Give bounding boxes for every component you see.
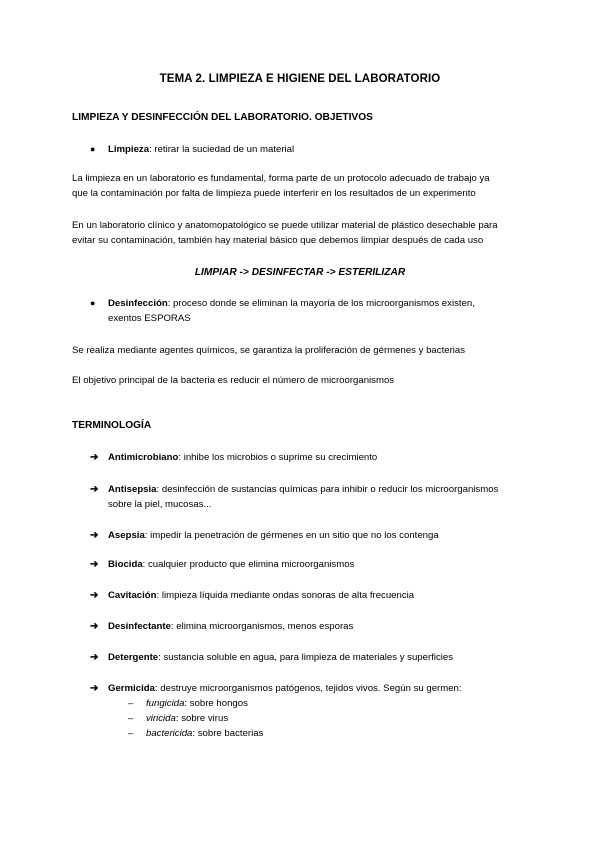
arrow-right-icon: ➔: [90, 530, 99, 541]
term-name: Germicida: [108, 683, 155, 694]
definition-desinfeccion: : proceso donde se eliminan la mayoría de los microorganismos existen,: [167, 298, 475, 309]
term-item-antimicrobiano: [90, 450, 530, 465]
term-name: Detergente: [108, 652, 159, 663]
term-definition-cont: sobre la piel, mucosas...: [108, 499, 212, 510]
paragraph-agentes-quimicos: Se realiza mediante agentes químicos, se garantiza la proliferación de gérmenes y bacterias: [72, 345, 466, 356]
dash-icon: –: [128, 713, 134, 724]
subitem-bactericida: [128, 726, 508, 741]
definition-limpieza: : retirar la suciedad de un material: [149, 144, 295, 155]
arrow-right-icon: ➔: [90, 590, 99, 601]
term-definition: : limpieza líquida mediante ondas sonoras de alta frecuencia: [156, 590, 415, 601]
term-name: Antisepsia: [108, 484, 157, 495]
subitem-term: viricida: [146, 713, 176, 724]
paragraph-line: evitar su contaminación, también hay material básico que debemos limpiar después de cada uso: [72, 235, 484, 246]
arrow-right-icon: ➔: [90, 484, 99, 495]
term-definition: : inhibe los microbios o suprime su crecimiento: [178, 452, 378, 463]
bullet-limpieza: [90, 142, 530, 157]
subitem-definition: : sobre bacterias: [192, 728, 264, 739]
dash-icon: –: [128, 698, 134, 709]
dash-icon: –: [128, 728, 134, 739]
term-definition: : elimina microorganismos, menos esporas: [170, 621, 354, 632]
document-title: TEMA 2. LIMPIEZA E HIGIENE DEL LABORATORIO: [159, 73, 441, 85]
paragraph-objetivo: El objetivo principal de la bacteria es reducir el número de microorganismos: [72, 375, 395, 386]
section-heading-limpieza: LIMPIEZA Y DESINFECCIÓN DEL LABORATORIO. OBJETIVOS: [72, 112, 373, 123]
arrow-right-icon: ➔: [90, 559, 99, 570]
term-desinfeccion: Desinfección: [108, 298, 168, 309]
arrow-right-icon: ➔: [90, 683, 99, 694]
subitem-term: bactericida: [146, 728, 193, 739]
term-name: Cavitación: [108, 590, 157, 601]
paragraph-line: La limpieza en un laboratorio es fundamental, forma parte de un protocolo adecuado de trabajo ya: [72, 173, 490, 184]
term-item-cavitacion: [90, 588, 530, 603]
subitem-fungicida: [128, 696, 508, 711]
term-item-detergente: [90, 650, 530, 665]
arrow-right-icon: ➔: [90, 452, 99, 463]
term-item-biocida: [90, 557, 530, 572]
term-name: Antimicrobiano: [108, 452, 179, 463]
term-definition: : sustancia soluble en agua, para limpieza de materiales y superficies: [158, 652, 454, 663]
paragraph-line: que la contaminación por falta de limpieza puede interferir en los resultados de un experimento: [72, 188, 476, 199]
definition-desinfeccion-cont: exentos ESPORAS: [108, 313, 191, 324]
term-definition: : destruye microorganismos patógenos, tejidos vivos. Según su germen:: [154, 683, 462, 694]
bullet-dot-icon: ●: [90, 144, 96, 154]
term-name: Desinfectante: [108, 621, 171, 632]
subitem-definition: : sobre hongos: [184, 698, 248, 709]
term-name: Biocida: [108, 559, 143, 570]
term-name: Asepsia: [108, 530, 145, 541]
term-definition: : desinfección de sustancias químicas para inhibir o reducir los microorganismos: [156, 484, 499, 495]
paragraph-laboratorio-clinico: [72, 218, 532, 248]
arrow-right-icon: ➔: [90, 652, 99, 663]
bullet-desinfeccion: [90, 296, 530, 326]
term-definition: : impedir la penetración de gérmenes en un sitio que no los contenga: [144, 530, 439, 541]
term-item-germicida: [90, 681, 530, 696]
term-item-asepsia: [90, 528, 530, 543]
subitem-definition: : sobre virus: [175, 713, 229, 724]
subitem-viricida: [128, 711, 508, 726]
paragraph-line: En un laboratorio clínico y anatomopatológico se puede utilizar material de plástico desechable para: [72, 220, 498, 231]
process-sequence: LIMPIAR -> DESINFECTAR -> ESTERILIZAR: [194, 267, 406, 278]
bullet-dot-icon: ●: [90, 298, 96, 308]
term-item-antisepsia: [90, 482, 530, 512]
term-item-desinfectante: [90, 619, 530, 634]
paragraph-limpieza-fundamental: [72, 171, 532, 201]
term-definition: : cualquier producto que elimina microorganismos: [142, 559, 355, 570]
term-limpieza: Limpieza: [108, 144, 150, 155]
arrow-right-icon: ➔: [90, 621, 99, 632]
section-heading-terminologia: TERMINOLOGÍA: [72, 420, 152, 431]
subitem-term: fungicida: [146, 698, 185, 709]
